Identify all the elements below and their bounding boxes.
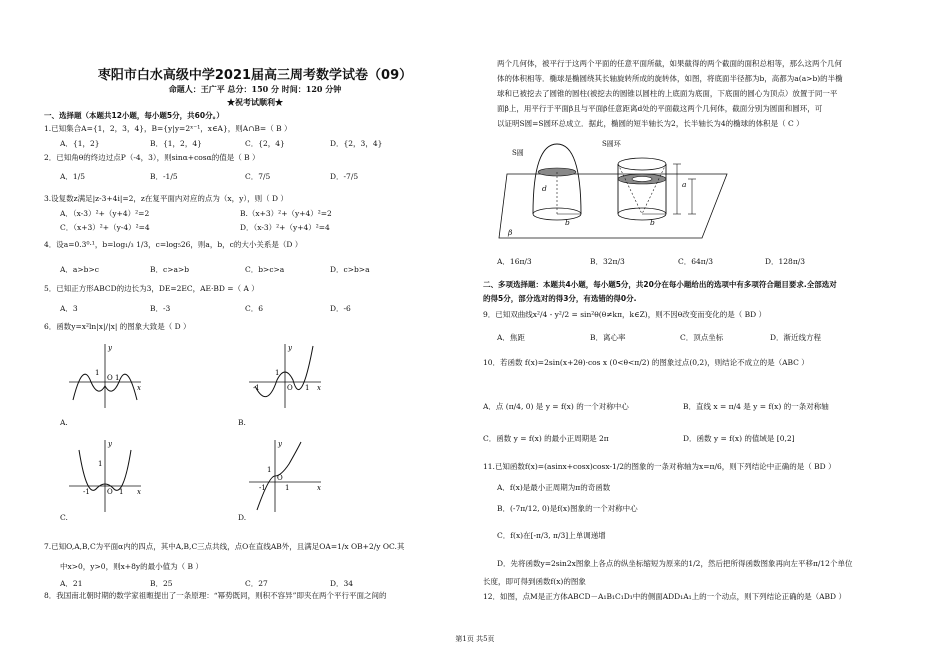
q4-option-d: D．c>b>a bbox=[330, 265, 370, 274]
svg-text:y: y bbox=[108, 344, 112, 352]
q9-option-b: B．离心率 bbox=[590, 333, 626, 342]
q10-option-b: B．直线 x = π/4 是 y = f(x) 的一条对称轴 bbox=[683, 402, 829, 411]
svg-text:x: x bbox=[137, 488, 141, 496]
section-2-heading: 二、多项选择题：本题共4小题，每小题5分，共20分在每小题给出的选项中有多项符合题目要求.全部选对 bbox=[483, 280, 837, 289]
q11-option-d: D．先将函数y=2sin2x图象上各点的纵坐标缩短为原来的1/2，然后把所得函数图象再向左平移π/12个单位 bbox=[497, 559, 853, 568]
q9-option-c: C．顶点坐标 bbox=[680, 333, 724, 342]
svg-text:1: 1 bbox=[95, 369, 100, 377]
q3-option-b: B.（x+3）²+（y+4）²=2 bbox=[240, 209, 332, 218]
q7-stem: 7.已知O,A,B,C为平面α内的四点，其中A,B,C三点共线，点O在直线AB外，且满足OA=1/x OB+2/y OC.其 bbox=[44, 542, 405, 551]
q8-line-4: 面β上，用平行于平面β且与平面β任意距离d处的平面截这两个几何体，截面分别为圆面和圆环，可 bbox=[497, 104, 823, 113]
svg-text:O: O bbox=[277, 474, 283, 482]
q8-option-d: D．128π/3 bbox=[765, 257, 806, 266]
q7-option-c: C．27 bbox=[245, 579, 268, 588]
q3-option-c: C．（x+3）²+（y-4）²=4 bbox=[60, 223, 150, 232]
q10-stem: 10．若函数 f(x)=2sin(x+2θ)·cos x (0<θ<π/2) 的图象过点(0,2)，则结论不成立的是（ABC ） bbox=[483, 358, 809, 367]
svg-text:1: 1 bbox=[275, 369, 280, 377]
q9-option-d: D．渐近线方程 bbox=[770, 333, 822, 342]
q7-option-d: D．34 bbox=[330, 579, 354, 588]
svg-text:x: x bbox=[317, 384, 321, 392]
svg-text:-1: -1 bbox=[253, 384, 260, 392]
q8-figure bbox=[497, 134, 732, 244]
q4-stem: 4．设a=0.3⁰·¹，b=log₁/₃ 1/3，c=log₅26，则a，b，c的大小关系是（D ） bbox=[44, 240, 303, 249]
q8-label-a: a bbox=[682, 180, 687, 189]
q2-option-d: D．-7/5 bbox=[330, 172, 359, 181]
q12-stem: 12．如图，点M是正方体ABCD－A₁B₁C₁D₁中的侧面ADD₁A₁上的一个动点，则下列结论正确的是（ABD ） bbox=[483, 592, 846, 601]
exam-subtitle: 命题人：王广平 总分：150 分 时间：120 分钟 bbox=[168, 84, 342, 94]
page-footer: 第1页 共5页 bbox=[455, 635, 495, 643]
svg-text:1: 1 bbox=[98, 460, 103, 468]
svg-text:1: 1 bbox=[115, 374, 120, 382]
section-2-heading-cont: 的得5分，部分选对的得3分，有选错的得0分. bbox=[483, 294, 637, 303]
svg-text:1: 1 bbox=[305, 384, 310, 392]
q6-graph-c bbox=[65, 436, 145, 514]
q6-graph-a-label: A. bbox=[60, 418, 68, 427]
svg-text:1: 1 bbox=[267, 466, 272, 474]
q9-stem: 9．已知双曲线x²/4 - y²/2 = sin²θ(θ≠kπ，k∈Z)，则不因θ改变而变化的是（ BD ） bbox=[483, 310, 767, 319]
q1-option-c: C．{2，4} bbox=[245, 139, 285, 148]
q2-option-a: A．1/5 bbox=[60, 172, 85, 181]
q8-label-d: d bbox=[542, 184, 547, 193]
q8-option-c: C．64π/3 bbox=[678, 257, 714, 266]
q6-graph-c-label: C. bbox=[60, 513, 68, 522]
q6-graph-b-label: B. bbox=[238, 418, 246, 427]
q8-label-s1: S圆 bbox=[512, 149, 524, 157]
svg-text:x: x bbox=[137, 384, 141, 392]
q8-label-b2: b bbox=[650, 218, 655, 227]
q8-label-beta: β bbox=[508, 228, 513, 237]
q5-option-a: A．3 bbox=[60, 304, 78, 313]
q6-graph-b bbox=[245, 340, 325, 412]
q1-option-d: D．{2，3，4} bbox=[330, 139, 383, 148]
q4-option-b: B．c>a>b bbox=[150, 265, 190, 274]
q11-option-d-cont: 长度，即可得到函数f(x)的图象 bbox=[483, 577, 586, 586]
svg-text:O: O bbox=[107, 488, 113, 496]
q8-stem: 8．我国南北朝时期的数学家祖暅提出了一条原理：“幂势既同，则积不容异”即夹在两个平行平面之间的 bbox=[44, 591, 387, 600]
section-1-heading: 一、选择题（本题共12小题，每小题5分，共60分。） bbox=[44, 111, 224, 120]
q7-option-b: B．25 bbox=[150, 579, 173, 588]
svg-text:O: O bbox=[287, 384, 293, 392]
q8-line-5: 以证明S圆=S圆环总成立．据此，椭圆的短半轴长为2，长半轴长为4的椭球的体积是（ C ） bbox=[497, 119, 804, 128]
q4-option-c: C．b>c>a bbox=[245, 265, 285, 274]
q3-option-a: A．（x-3）²+（y+4）²=2 bbox=[60, 209, 150, 218]
exam-title: 枣阳市白水高级中学2021届高三周考数学试卷（09） bbox=[97, 68, 413, 83]
q8-option-b: B．32π/3 bbox=[590, 257, 625, 266]
svg-text:-1: -1 bbox=[259, 484, 266, 492]
svg-text:x: x bbox=[317, 484, 321, 492]
q6-graph-a bbox=[65, 340, 145, 412]
q10-option-a: A．点 (π/4, 0) 是 y = f(x) 的一个对称中心 bbox=[483, 402, 629, 411]
q8-line-2: 体的体积相等．椭球是椭圆绕其长轴旋转所成的旋转体，如图，将底面半径都为b，高都为a(a>b)的半椭 bbox=[497, 74, 843, 83]
q5-stem: 5．已知正方形ABCD的边长为3，DE=2EC，AE·BD =（ A ） bbox=[44, 284, 259, 293]
q5-option-c: C．6 bbox=[245, 304, 264, 313]
q11-option-b: B．(-7π/12, 0)是f(x)图象的一个对称中心 bbox=[497, 504, 638, 513]
q3-option-d: D．（x-3）²+（y+4）²=4 bbox=[240, 223, 330, 232]
q10-option-c: C．函数 y = f(x) 的最小正周期是 2π bbox=[483, 434, 609, 443]
svg-text:1: 1 bbox=[119, 488, 124, 496]
q6-stem: 6．函数y=x²ln|x|/|x| 的图象大致是（ D ） bbox=[44, 322, 191, 331]
svg-text:y: y bbox=[108, 440, 112, 448]
q9-option-a: A．焦距 bbox=[497, 333, 525, 342]
svg-text:y: y bbox=[288, 344, 292, 352]
svg-text:-1: -1 bbox=[83, 488, 90, 496]
q8-option-a: A．16π/3 bbox=[497, 257, 532, 266]
q1-option-b: B．{1，2，4} bbox=[150, 139, 202, 148]
q3-stem: 3.设复数z满足|z-3+4i|=2，z在复平面内对应的点为（x，y），则（ D ） bbox=[44, 194, 288, 203]
q2-option-b: B．-1/5 bbox=[150, 172, 178, 181]
q8-label-b1: b bbox=[565, 218, 570, 227]
q1-option-a: A．{1，2} bbox=[60, 139, 100, 148]
q6-graph-d-label: D. bbox=[238, 513, 247, 522]
q11-option-a: A．f(x)是最小正周期为π的奇函数 bbox=[497, 483, 611, 492]
q11-stem: 11.已知函数f(x)=(asinx+cosx)cosx-1/2的图象的一条对称轴为x=π/6，则下列结论中正确的是（ BD ） bbox=[483, 462, 836, 471]
exam-wish: ★祝考试顺利★ bbox=[227, 97, 283, 107]
q8-line-1: 两个几何体，被平行于这两个平面的任意平面所截，如果截得的两个截面的面积总相等，那么这两个几何 bbox=[497, 59, 842, 68]
q1-stem: 1.已知集合A={1，2，3，4}，B={y|y=2ˣ⁻¹，x∈A}，则A∩B=（ B ） bbox=[44, 124, 292, 133]
q6-graph-d bbox=[245, 436, 325, 514]
q7-option-a: A．21 bbox=[60, 579, 83, 588]
q4-option-a: A．a>b>c bbox=[60, 265, 99, 274]
q11-option-c: C．f(x)在[-π/3, π/3]上单调递增 bbox=[497, 531, 606, 540]
svg-text:O: O bbox=[107, 374, 113, 382]
q2-option-c: C．7/5 bbox=[245, 172, 271, 181]
svg-text:y: y bbox=[278, 440, 282, 448]
q5-option-d: D．-6 bbox=[330, 304, 351, 313]
q8-line-3: 球和已被挖去了圆锥的圆柱(被挖去的圆锥以圆柱的上底面为底面，下底面的圆心为顶点）放置于同一平 bbox=[497, 89, 838, 98]
q7-stem-cont: 中x>0，y>0，则x+8y的最小值为（ B ） bbox=[60, 562, 203, 571]
q10-option-d: D．函数 y = f(x) 的值域是 [0,2] bbox=[683, 434, 795, 443]
q5-option-b: B．-3 bbox=[150, 304, 171, 313]
svg-text:1: 1 bbox=[285, 484, 290, 492]
q2-stem: 2．已知角θ的终边过点P（-4，3），则sinα+cosα的值是（ B ） bbox=[44, 153, 260, 162]
q8-label-s2: S圆环 bbox=[602, 140, 621, 148]
